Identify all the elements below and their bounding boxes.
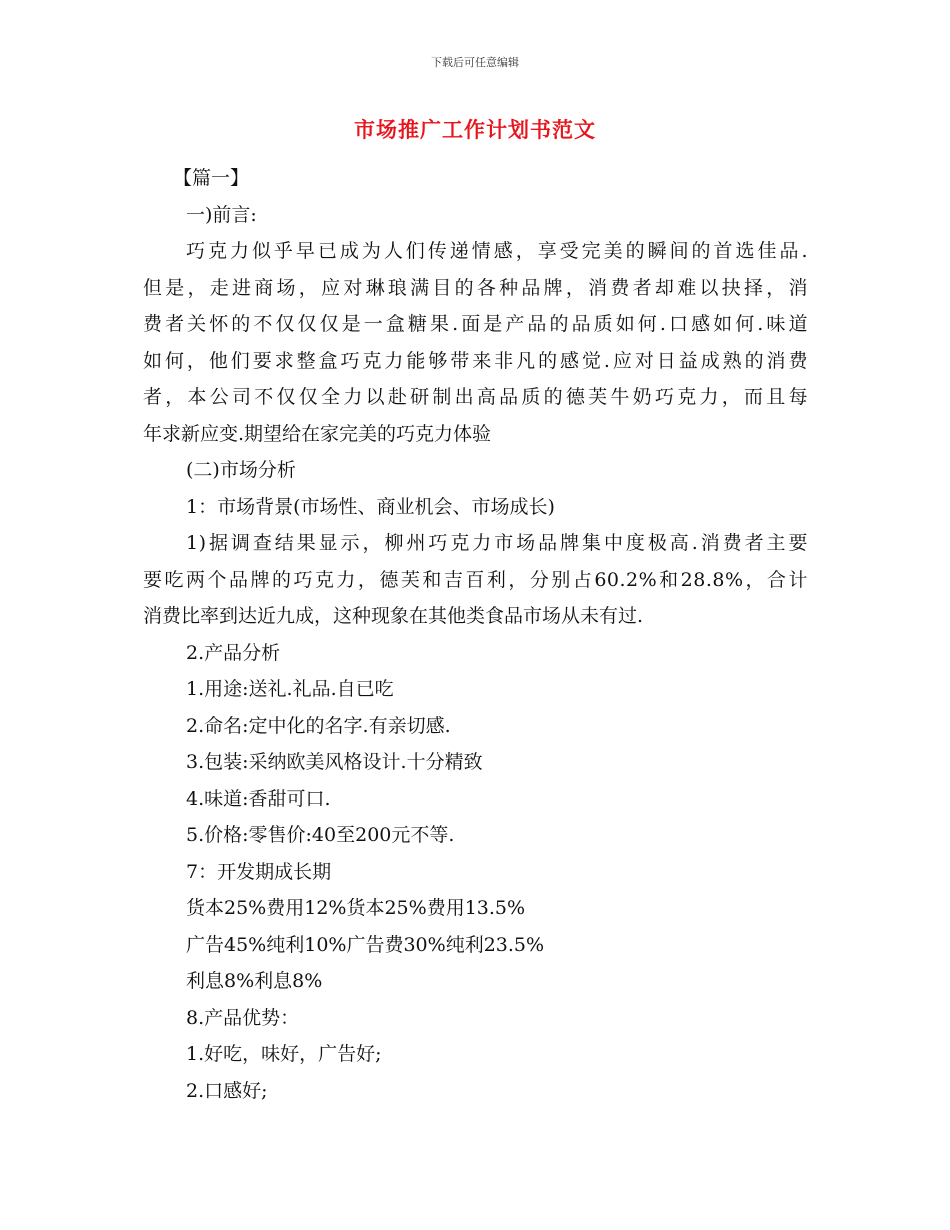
body-line: 广告45%纯利10%广告费30%纯利23.5%	[186, 933, 545, 956]
document-title: 市场推广工作计划书范文	[354, 117, 596, 142]
body-line: 如何，他们要求整盒巧克力能够带来非凡的感觉.应对日益成熟的消费	[143, 349, 808, 372]
body-line: 1)据调查结果显示，柳州巧克力市场品牌集中度极高.消费者主要	[186, 532, 808, 554]
body-line: 一)前言:	[186, 203, 257, 226]
body-line: (二)市场分析	[186, 459, 296, 481]
body-line: 3.包装:采纳欧美风格设计.十分精致	[186, 751, 483, 773]
body-line: 费者关怀的不仅仅仅是一盒糖果.面是产品的品质如何.口感如何.味道	[143, 313, 808, 335]
body-line: 消费比率到达近九成，这种现象在其他类食品市场从未有过.	[143, 605, 644, 627]
body-line: 1：市场背景(市场性、商业机会、市场成长)	[186, 495, 555, 518]
header-note: 下载后可任意编辑	[431, 56, 519, 69]
body-line: 7：开发期成长期	[186, 860, 332, 883]
body-line: 5.价格:零售价:40至200元不等.	[186, 824, 455, 846]
body-line: 1.用途:送礼.礼品.自已吃	[186, 678, 394, 700]
body-line: 【篇一】	[173, 167, 250, 189]
body-line: 8.产品优势：	[186, 1006, 300, 1029]
body-line: 货本25%费用12%货本25%费用13.5%	[186, 897, 526, 919]
body-line: 年求新应变.期望给在家完美的巧克力体验	[143, 422, 492, 445]
body-line: 4.味道:香甜可口.	[186, 787, 331, 810]
body-line: 1.好吃，味好，广告好;	[186, 1043, 382, 1065]
body-line: 利息8%利息8%	[186, 970, 323, 992]
document-body	[143, 160, 808, 1109]
body-line: 但是，走进商场，应对琳琅满目的各种品牌，消费者却难以抉择，消	[143, 276, 808, 299]
body-line: 2.产品分析	[186, 641, 281, 664]
body-line: 要吃两个品牌的巧克力，德芙和吉百利，分别占60.2%和28.8%，合计	[143, 568, 808, 591]
body-line: 者，本公司不仅仅全力以赴研制出高品质的德芙牛奶巧克力，而且每	[143, 386, 808, 408]
body-line: 2.口感好;	[186, 1079, 268, 1102]
body-line: 巧克力似乎早已成为人们传递情感，享受完美的瞬间的首选佳品.	[186, 240, 808, 262]
body-line: 2.命名:定中化的名字.有亲切感.	[186, 714, 451, 737]
